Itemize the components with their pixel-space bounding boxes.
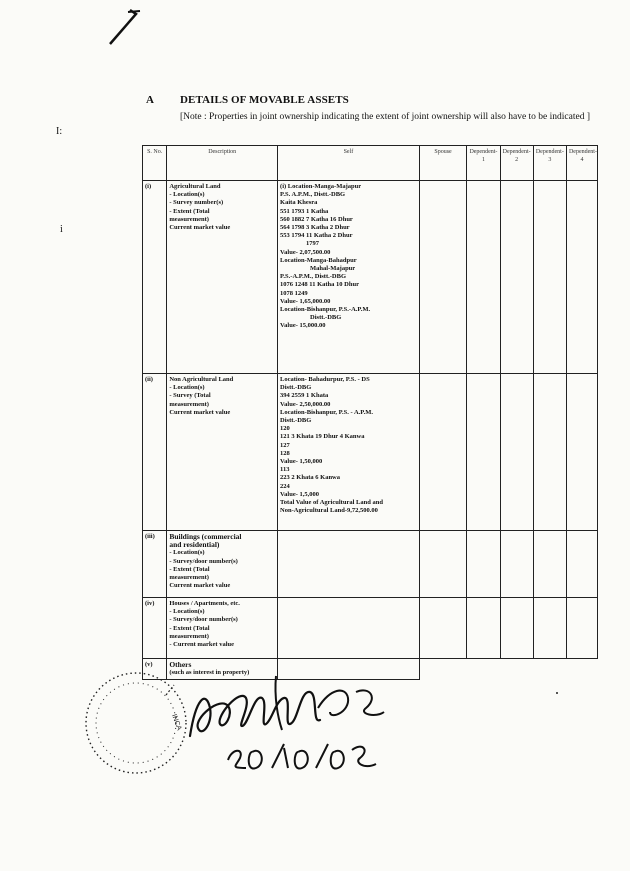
desc-line: - Survey (Total <box>169 392 211 400</box>
desc-line: - Location(s) <box>169 384 205 392</box>
header-sno: S. No. <box>143 146 167 181</box>
svg-text:INCA: INCA <box>170 713 183 732</box>
self-line: 113 <box>280 466 290 474</box>
self-line: Kaita Khesra <box>280 199 318 207</box>
row-serial: (v) <box>143 659 167 680</box>
header-spouse: Spouse <box>419 146 467 181</box>
row-spouse <box>419 181 467 374</box>
row-serial: (iii) <box>143 531 167 598</box>
desc-line: - Survey number(s) <box>169 199 224 207</box>
desc-line: - Extent (Total <box>169 207 210 215</box>
row-dependent-4 <box>566 598 597 659</box>
self-line: 223 2 Khata 6 Kanwa <box>280 474 340 482</box>
row-dependent-2 <box>500 598 533 659</box>
self-line: 1076 1248 11 Katha 10 Dhur <box>280 281 359 289</box>
self-line: Value- 2,07,500.00 <box>280 248 331 256</box>
desc-line: (such as interest in property) <box>169 669 250 677</box>
desc-line: - Location(s) <box>169 549 205 557</box>
row-dependent-1 <box>467 659 500 680</box>
self-line: Distt.-DBG <box>280 417 312 425</box>
row-dependent-3 <box>533 181 566 374</box>
self-line: 394 2559 1 Khata <box>280 392 329 400</box>
header-description: Description <box>167 146 278 181</box>
row-dependent-3 <box>533 531 566 598</box>
row-dependent-1 <box>467 598 500 659</box>
row-serial: (i) <box>143 181 167 374</box>
self-line: Value- 15,000.00 <box>280 322 326 330</box>
table-row <box>143 181 598 374</box>
self-line: Location- Bahadurpur, P.S. - DS <box>280 376 370 383</box>
self-line: 560 1882 7 Katha 16 Dhur <box>280 215 353 223</box>
self-line: 551 1793 1 Katha <box>280 207 329 215</box>
table-row <box>143 598 598 659</box>
desc-line: measurement) <box>169 632 209 640</box>
desc-line: - Survey/door number(s) <box>169 616 238 624</box>
self-line: Location-Bishanpur, P.S. - A.P.M. <box>280 408 374 416</box>
self-line: 128 <box>280 449 290 457</box>
self-line: Distt.-DBG <box>310 314 342 322</box>
self-line: 121 3 Khata 19 Dhur 4 Kanwa <box>280 433 365 441</box>
handwritten-signature <box>180 668 390 778</box>
self-line: 1797 <box>306 240 320 248</box>
row-dependent-2 <box>500 659 533 680</box>
self-line: Total Value of Agricultural Land and <box>280 499 383 507</box>
row-dependent-3 <box>533 659 566 680</box>
row-self-details <box>278 181 420 374</box>
header-dependent-3: Dependent-3 <box>533 146 566 181</box>
row-dependent-2 <box>500 531 533 598</box>
desc-line: measurement) <box>169 215 209 223</box>
row-dependent-4 <box>566 659 597 680</box>
section-letter: A <box>146 94 154 106</box>
row-self-details <box>278 598 420 659</box>
office-stamp-seal <box>66 665 196 785</box>
self-line: 127 <box>280 441 290 449</box>
self-line: 224 <box>280 482 290 490</box>
stray-mark-2: i <box>60 224 63 235</box>
desc-line: Buildings (commercial <box>169 532 242 541</box>
self-line: P.S. A.P.M., Distt.-DBG <box>280 191 346 199</box>
row-dependent-3 <box>533 598 566 659</box>
self-line: P.S.-A.P.M., Distt.-DBG <box>280 273 347 281</box>
row-description <box>167 598 278 659</box>
desc-line: - Location(s) <box>169 191 205 199</box>
self-line: 1078 1249 <box>280 289 308 297</box>
header-dependent-2: Dependent-2 <box>500 146 533 181</box>
desc-line: - Extent (Total <box>169 624 210 632</box>
row-self-details <box>278 374 420 531</box>
desc-line: Current market value <box>169 224 231 232</box>
header-dependent-4: Dependent-4 <box>566 146 597 181</box>
stray-mark-1: I: <box>56 126 63 137</box>
row-spouse <box>419 598 467 659</box>
header-dependent-1: Dependent-1 <box>467 146 500 181</box>
desc-line: measurement) <box>169 400 209 408</box>
row-dependent-4 <box>566 531 597 598</box>
desc-line: Current market value <box>169 408 231 416</box>
desc-line: and residential) <box>169 540 220 550</box>
desc-line: Current market value <box>169 582 231 590</box>
table-header-row <box>143 146 598 181</box>
self-line: Value- 1,65,000.00 <box>280 297 331 305</box>
row-dependent-2 <box>500 181 533 374</box>
row-spouse <box>419 531 467 598</box>
section-title: DETAILS OF MOVABLE ASSETS <box>180 94 349 106</box>
desc-line: Others <box>169 660 192 669</box>
self-line: Distt.-DBG <box>280 384 312 392</box>
row-dependent-1 <box>467 374 500 531</box>
self-line: Value- 2,50,000.00 <box>280 400 331 408</box>
row-dependent-4 <box>566 374 597 531</box>
scan-pen-stroke-mark <box>100 8 160 48</box>
desc-line: Non Agricultural Land <box>169 376 234 383</box>
self-line: Value- 1,50,000 <box>280 458 323 466</box>
section-note: [Note : Properties in joint ownership indicating the extent of joint ownership will also have to be indicated ] <box>180 112 590 122</box>
row-description <box>167 181 278 374</box>
scan-speck <box>556 692 558 694</box>
self-line: 553 1794 11 Katha 2 Dhur <box>280 232 353 240</box>
desc-line: - Location(s) <box>169 608 205 616</box>
self-line: Non-Agricultural Land-9,72,500.00 <box>280 507 378 515</box>
desc-line: measurement) <box>169 574 209 582</box>
desc-line: Agricultural Land <box>169 183 221 190</box>
movable-assets-table <box>142 145 598 680</box>
row-dependent-4 <box>566 181 597 374</box>
row-dependent-3 <box>533 374 566 531</box>
self-line: 120 <box>280 425 290 433</box>
self-line: Location-Bishanpur, P.S.-A.P.M. <box>280 306 371 314</box>
row-dependent-1 <box>467 531 500 598</box>
row-dependent-2 <box>500 374 533 531</box>
table-row <box>143 374 598 531</box>
desc-line: - Extent (Total <box>169 565 210 573</box>
self-line: Value- 1,5,000 <box>280 490 319 498</box>
desc-line: Houses / Apartments, etc. <box>169 600 240 607</box>
desc-line: - Survey/door number(s) <box>169 557 238 565</box>
self-line: 564 1798 3 Katha 2 Dhur <box>280 224 350 232</box>
desc-line: - Current market value <box>169 641 235 649</box>
row-self-details <box>278 531 420 598</box>
row-description <box>167 374 278 531</box>
row-serial: (ii) <box>143 374 167 531</box>
self-line: Mahal-Majapur <box>310 265 356 273</box>
row-spouse <box>419 659 467 680</box>
row-dependent-1 <box>467 181 500 374</box>
row-serial: (iv) <box>143 598 167 659</box>
header-self: Self <box>278 146 420 181</box>
table-row <box>143 531 598 598</box>
row-description <box>167 531 278 598</box>
row-spouse <box>419 374 467 531</box>
self-line: (i) Location-Manga-Majapur <box>280 183 362 190</box>
self-line: Location-Manga-Bahadpur <box>280 256 357 264</box>
